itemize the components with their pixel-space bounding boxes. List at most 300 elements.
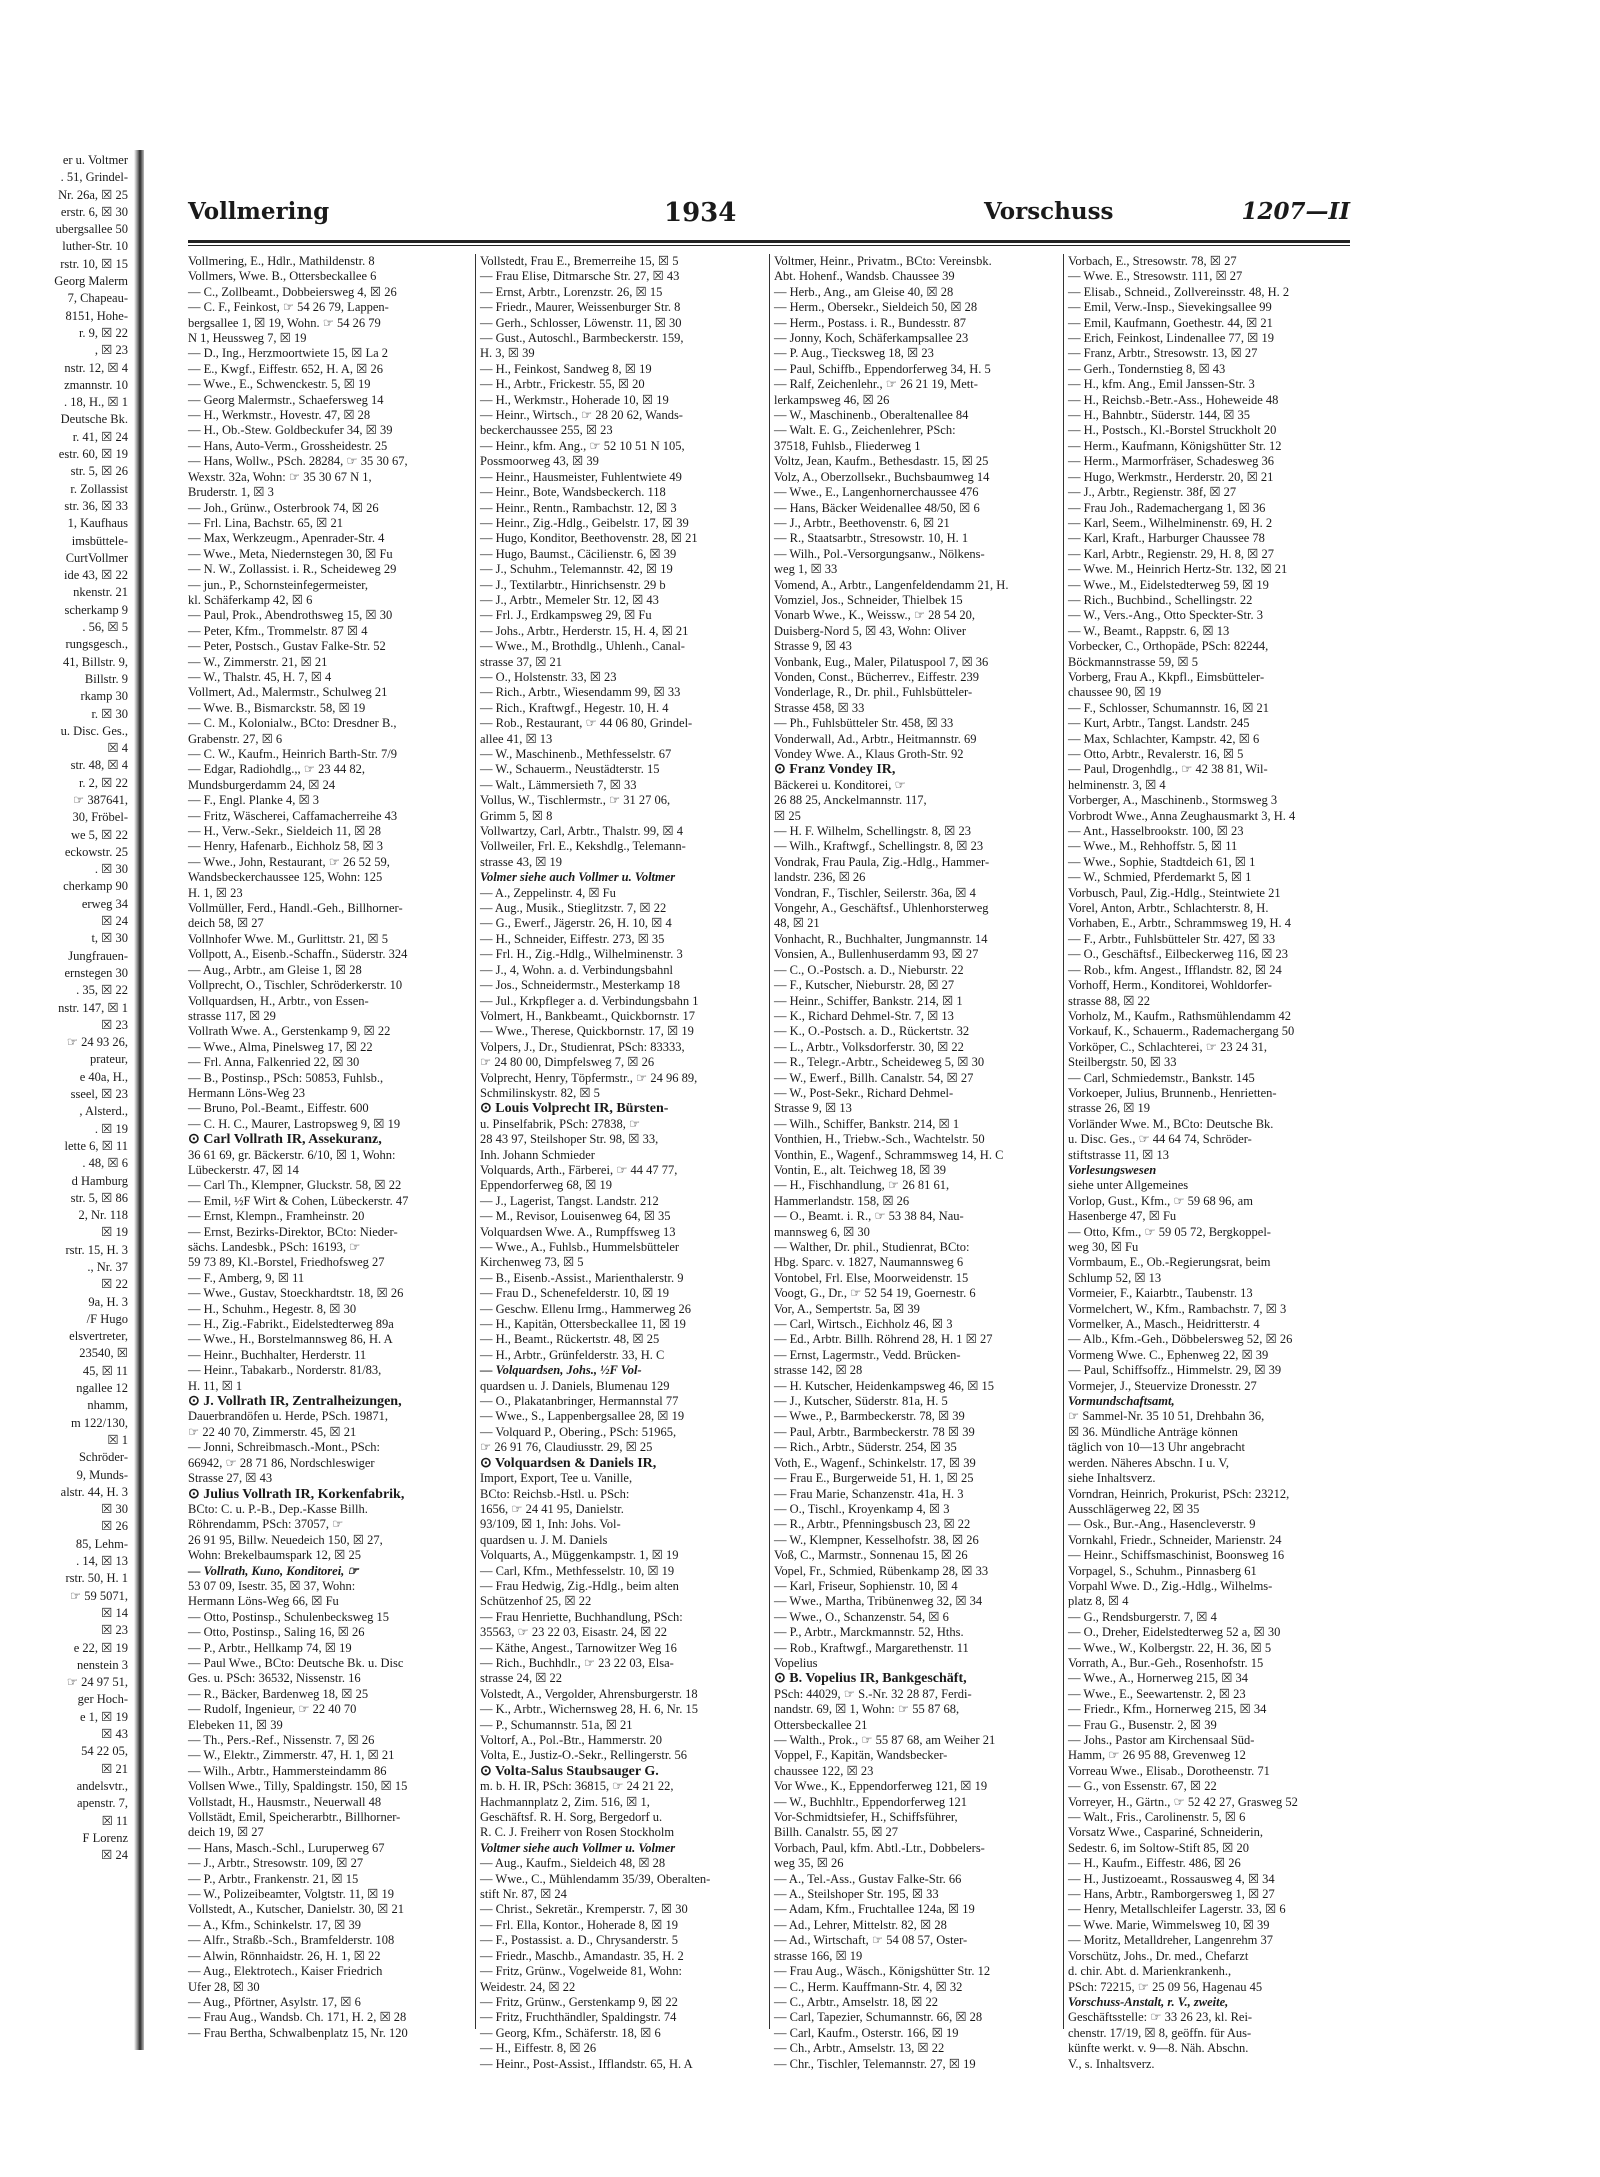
fragment-line: Schröder- bbox=[78, 1450, 128, 1465]
directory-column-3 bbox=[774, 254, 1056, 2071]
directory-entry: Schützenhof 25, ☒ 22 bbox=[480, 1594, 592, 1609]
previous-page-fragment bbox=[0, 152, 134, 2002]
directory-entry: Vorländer Wwe. M., BCto: Deutsche Bk. bbox=[1068, 1116, 1274, 1131]
directory-entry: — Wwe., A., Fuhlsb., Hummelsbütteler bbox=[480, 1240, 680, 1254]
directory-entry: m. b. H. IR, PSch: 36815, ☞ 24 21 22, bbox=[480, 1779, 674, 1794]
fragment-line: r. 41, ☒ 24 bbox=[72, 429, 128, 444]
fragment-line: ☒ 23 bbox=[101, 1017, 128, 1032]
directory-entry: Vorkoeper, Julius, Brunnenb., Henrietten- bbox=[1068, 1085, 1277, 1100]
fragment-line: cherkamp 90 bbox=[63, 879, 128, 894]
directory-entry: — Johs., Pastor am Kirchensaal Süd- bbox=[1068, 1733, 1255, 1747]
directory-entry: Vorberg, Frau A., Kkpfl., Eimsbütteler- bbox=[1068, 669, 1265, 684]
directory-entry: — K., Richard Dehmel-Str. 7, ☒ 13 bbox=[774, 1008, 954, 1023]
fragment-line: e 1, ☒ 19 bbox=[79, 1709, 128, 1724]
directory-entry: stift Nr. 87, ☒ 24 bbox=[480, 1887, 567, 1902]
directory-entry: Vorhaben, E., Arbtr., Schrammsweg 19, H. 4 bbox=[1068, 916, 1292, 931]
directory-entry: — Paul, Schiffb., Eppendorferweg 34, H. 5 bbox=[774, 361, 991, 376]
directory-entry: — Friedr., Maschb., Amandastr. 35, H. 2 bbox=[480, 1948, 684, 1963]
header-rule-thin bbox=[188, 245, 1350, 246]
directory-entry: Vor Wwe., K., Eppendorferweg 121, ☒ 19 bbox=[774, 1779, 988, 1794]
directory-entry: — Wwe., John, Restaurant, ☞ 26 52 59, bbox=[188, 854, 390, 869]
directory-entry: Vonderwall, Ad., Arbtr., Heitmannstr. 69 bbox=[774, 731, 977, 746]
fragment-line: andelsvtr., bbox=[76, 1778, 128, 1793]
directory-entry: Sedestr. 6, im Soltow-Stift 85, ☒ 20 bbox=[1068, 1840, 1250, 1855]
directory-entry: chenstr. 17/19, ☒ 8, geöffn. für Aus- bbox=[1068, 2025, 1252, 2040]
directory-entry: — Th., Pers.-Ref., Nissenstr. 7, ☒ 26 bbox=[188, 1733, 375, 1747]
directory-entry: — Frau Elise, Ditmarsche Str. 27, ☒ 43 bbox=[480, 269, 680, 284]
directory-entry: — Carl, Kfm., Methfesselstr. 10, ☒ 19 bbox=[480, 1563, 675, 1578]
directory-entry: — H., Arbtr., Grünfelderstr. 33, H. C bbox=[480, 1347, 665, 1362]
directory-entry: — Kurt, Arbtr., Tangst. Landstr. 245 bbox=[1068, 716, 1250, 731]
directory-entry: Vondey Wwe. A., Klaus Groth-Str. 92 bbox=[774, 747, 964, 761]
directory-entry: ⊙ Volta-Salus Staubsauger G. bbox=[480, 1763, 659, 1779]
directory-entry: — Wwe., M., Eidelstedterweg 59, ☒ 19 bbox=[1068, 577, 1269, 592]
directory-column-4 bbox=[1068, 254, 1350, 2071]
directory-entry: — Rob., Kraftwgf., Margarethenstr. 11 bbox=[774, 1640, 969, 1655]
directory-entry: — Franz, Arbtr., Stresowstr. 13, ☒ 27 bbox=[1068, 346, 1258, 361]
directory-entry: — Max, Werkzeugm., Apenrader-Str. 4 bbox=[188, 531, 385, 546]
directory-entry: Hachmannplatz 2, Zim. 516, ☒ 1, bbox=[480, 1794, 650, 1809]
fragment-line: ☒ 1 bbox=[107, 1432, 128, 1447]
fragment-line: rstr. 50, H. 1 bbox=[65, 1571, 128, 1586]
directory-entry: — H. Kutscher, Heidenkampsweg 46, ☒ 15 bbox=[774, 1378, 995, 1393]
directory-entry: Import, Export, Tee u. Vanille, bbox=[480, 1471, 633, 1486]
directory-entry: Vorndran, Heinrich, Prokurist, PSch: 23212, bbox=[1068, 1486, 1290, 1501]
directory-entry: Ufer 28, ☒ 30 bbox=[188, 1979, 260, 1994]
directory-entry: — Alwin, Rönnhaidstr. 26, H. 1, ☒ 22 bbox=[188, 1948, 381, 1963]
directory-entry: — Hans, Arbtr., Ramborgersweg 1, ☒ 27 bbox=[1068, 1887, 1275, 1902]
directory-entry: Vollmers, Wwe. B., Ottersbeckallee 6 bbox=[188, 269, 377, 284]
directory-entry: — J., Arbtr., Regienstr. 38f, ☒ 27 bbox=[1068, 485, 1237, 500]
directory-entry: — M., Revisor, Louisenweg 64, ☒ 35 bbox=[480, 1209, 671, 1224]
directory-entry: — Heinr., Hausmeister, Fuhlentwiete 49 bbox=[480, 469, 682, 484]
fragment-line: ☒ 24 bbox=[101, 914, 128, 929]
directory-entry: — H., Kapitän, Ottersbeckallee 11, ☒ 19 bbox=[480, 1317, 686, 1332]
directory-entry: — O., Plakatanbringer, Hermannstal 77 bbox=[480, 1394, 679, 1409]
directory-entry: — Wilh., Schiffer, Bankstr. 214, ☒ 1 bbox=[774, 1116, 960, 1131]
directory-entry: — K., O.-Postsch. a. D., Rückertstr. 32 bbox=[774, 1024, 970, 1039]
directory-entry: — W., Schauerm., Neustädterstr. 15 bbox=[480, 762, 660, 777]
directory-entry: — W., Polizeibeamter, Volgtstr. 11, ☒ 19 bbox=[188, 1887, 394, 1902]
directory-entry: ☞ 22 40 70, Zimmerstr. 45, ☒ 21 bbox=[188, 1424, 357, 1439]
directory-entry: — R., Staatsarbtr., Stresowstr. 10, H. 1 bbox=[774, 531, 969, 546]
directory-entry: platz 8, ☒ 4 bbox=[1068, 1594, 1129, 1609]
directory-entry: Volstedt, A., Vergolder, Ahrensburgerstr. 18 bbox=[480, 1686, 698, 1701]
directory-entry: — O., Geschäftsf., Eilbeckerweg 116, ☒ 23 bbox=[1068, 947, 1289, 962]
fragment-line: eckowstr. 25 bbox=[64, 844, 128, 859]
directory-entry: — P., Arbtr., Marckmannstr. 52, Hths. bbox=[774, 1625, 964, 1640]
fragment-line: 30, Fröbel- bbox=[72, 810, 128, 825]
directory-entry: Vollwartzy, Carl, Arbtr., Thalstr. 99, ☒ 4 bbox=[480, 824, 683, 839]
directory-entry: — G., Ewerf., Jägerstr. 26, H. 10, ☒ 4 bbox=[480, 916, 672, 931]
fragment-line: ☞ 24 93 26, bbox=[66, 1035, 128, 1050]
directory-entry: 26 91 95, Billw. Neuedeich 150, ☒ 27, bbox=[188, 1532, 383, 1547]
fragment-line: 2, Nr. 118 bbox=[78, 1208, 128, 1223]
directory-entry: Hamm, ☞ 26 95 88, Grevenweg 12 bbox=[1068, 1748, 1246, 1763]
fragment-line: elsvertreter, bbox=[69, 1329, 128, 1344]
directory-entry: — Karl, Kraft., Harburger Chaussee 78 bbox=[1068, 531, 1265, 546]
directory-entry: 53 07 09, Isestr. 35, ☒ 37, Wohn: bbox=[188, 1578, 356, 1593]
directory-entry: — Rob., Restaurant, ☞ 44 06 80, Grindel- bbox=[480, 716, 693, 731]
directory-entry: 66942, ☞ 28 71 86, Nordschleswiger bbox=[188, 1455, 375, 1470]
fragment-line: str. 48, ☒ 4 bbox=[70, 758, 128, 773]
fragment-line: r. 2, ☒ 22 bbox=[78, 775, 128, 790]
directory-entry: — Hans, Auto-Verm., Grossheidestr. 25 bbox=[188, 438, 388, 453]
directory-entry: Geschäftsstelle: ☞ 33 26 23, kl. Rei- bbox=[1068, 2010, 1253, 2025]
directory-entry: ⊙ Julius Vollrath IR, Korkenfabrik, bbox=[188, 1486, 405, 1502]
directory-entry: Vorbach, Paul, kfm. Abtl.-Ltr., Dobbelers- bbox=[774, 1840, 985, 1855]
directory-entry: — Wwe., M., Brothdlg., Uhlenh., Canal- bbox=[480, 639, 685, 654]
directory-entry: — Rich., Kraftwgf., Hegestr. 10, H. 4 bbox=[480, 700, 669, 715]
directory-entry: — Wwe., E., Schwenckestr. 5, ☒ 19 bbox=[188, 377, 371, 392]
fragment-line: d Hamburg bbox=[71, 1173, 128, 1188]
fragment-line: t, ☒ 30 bbox=[91, 931, 128, 946]
directory-entry: — F., Arbtr., Fuhlsbütteler Str. 427, ☒ 33 bbox=[1068, 931, 1276, 946]
directory-entry: — J., Textilarbtr., Hinrichsenstr. 29 b bbox=[480, 577, 666, 592]
directory-entry: — Rich., Arbtr., Süderstr. 254, ☒ 35 bbox=[774, 1440, 957, 1455]
directory-entry: — Frau Aug., Wäsch., Königshütter Str. 12 bbox=[774, 1964, 991, 1979]
directory-entry: — A., Zeppelinstr. 4, ☒ Fu bbox=[480, 885, 616, 900]
directory-entry: — Frl. H., Zig.-Hdlg., Wilhelminenstr. 3 bbox=[480, 947, 683, 962]
directory-entry: — Wilh., Kraftwgf., Schellingstr. 8, ☒ 23 bbox=[774, 839, 984, 854]
directory-entry: — Alfr., Straßb.-Sch., Bramfelderstr. 108 bbox=[188, 1933, 395, 1948]
directory-entry: — Jonni, Schreibmasch.-Mont., PSch: bbox=[188, 1440, 381, 1455]
directory-entry: — Geschw. Ellenu Irmg., Hammerweg 26 bbox=[480, 1301, 691, 1316]
directory-entry: — K., Arbtr., Wichernsweg 28, H. 6, Nr. 15 bbox=[480, 1702, 698, 1717]
fragment-line: 8151, Hohe- bbox=[65, 308, 128, 323]
directory-entry: — E., Kwgf., Eiffestr. 652, H. A, ☒ 26 bbox=[188, 361, 383, 376]
directory-entry: — W., Vers.-Ang., Otto Speckter-Str. 3 bbox=[1068, 608, 1263, 623]
directory-entry: Schmilinskystr. 82, ☒ 5 bbox=[480, 1085, 600, 1100]
directory-entry: — C. W., Kaufm., Heinrich Barth-Str. 7/9 bbox=[188, 747, 398, 761]
directory-entry: Voogt, G., Dr., ☞ 52 54 19, Goernestr. 6 bbox=[774, 1286, 976, 1301]
directory-entry: — D., Ing., Herzmoortwiete 15, ☒ La 2 bbox=[188, 346, 389, 361]
fragment-line: erstr. 6, ☒ 30 bbox=[60, 204, 128, 219]
directory-entry: — Carl, Wirtsch., Eichholz 46, ☒ 3 bbox=[774, 1317, 953, 1332]
directory-entry: 1656, ☞ 24 41 95, Danielstr. bbox=[480, 1501, 624, 1516]
directory-entry: — C., O.-Postsch. a. D., Nieburstr. 22 bbox=[774, 962, 964, 977]
directory-entry: — R., Arbtr., Pfenningsbusch 23, ☒ 22 bbox=[774, 1517, 971, 1532]
directory-entry: Volquarts, A., Müggenkampstr. 1, ☒ 19 bbox=[480, 1548, 679, 1563]
directory-entry: Vormejer, J., Steuervize Dronesstr. 27 bbox=[1068, 1378, 1257, 1393]
directory-entry: — C., Arbtr., Amselstr. 18, ☒ 22 bbox=[774, 1994, 938, 2009]
fragment-line: . 56, ☒ 5 bbox=[82, 620, 128, 635]
directory-entry: 26 88 25, Anckelmannstr. 117, bbox=[774, 793, 927, 808]
directory-entry: — Frl. J., Erdkampsweg 29, ☒ Fu bbox=[480, 608, 652, 623]
fragment-line: , ☒ 23 bbox=[94, 343, 128, 358]
directory-entry: — Rich., Arbtr., Wiesendamm 99, ☒ 33 bbox=[480, 685, 681, 700]
fragment-line: u. Disc. Ges., bbox=[60, 723, 128, 738]
directory-entry: Vollweiler, Frl. E., Kekshdlg., Telemann- bbox=[480, 839, 686, 854]
directory-entry: — Emil, Kaufmann, Goethestr. 44, ☒ 21 bbox=[1068, 315, 1273, 330]
fragment-line: . 51, Grindel- bbox=[60, 170, 128, 185]
directory-entry: Hermann Löns-Weg 66, ☒ Fu bbox=[188, 1594, 339, 1609]
directory-entry: Vorbecker, C., Orthopäde, PSch: 82244, bbox=[1068, 639, 1269, 654]
directory-entry: — W., Klempner, Kesselhofstr. 38, ☒ 26 bbox=[774, 1532, 979, 1547]
directory-entry: Geschäftsf. R. H. Sorg, Bergedorf u. bbox=[480, 1810, 663, 1825]
fragment-line: ide 43, ☒ 22 bbox=[64, 568, 128, 583]
fragment-line: Nr. 26a, ☒ 25 bbox=[58, 187, 128, 202]
directory-entry: — Heinr., Zig.-Hdlg., Geibelstr. 17, ☒ 39 bbox=[480, 515, 689, 530]
directory-entry: — H., Verw.-Sekr., Sieldeich 11, ☒ 28 bbox=[188, 824, 382, 839]
fragment-line: rungsgesch., bbox=[65, 637, 128, 652]
directory-entry: ⊙ B. Vopelius IR, Bankgeschäft, bbox=[774, 1671, 967, 1687]
directory-entry: — H., Arbtr., Frickestr. 55, ☒ 20 bbox=[480, 377, 645, 392]
directory-entry: — Emil, ½F Wirt & Cohen, Lübeckerstr. 47 bbox=[188, 1193, 409, 1208]
fragment-line: 9a, H. 3 bbox=[88, 1294, 128, 1309]
directory-entry: Strasse 9, ☒ 13 bbox=[774, 1101, 852, 1116]
directory-entry: — C. F., Feinkost, ☞ 54 26 79, Lappen- bbox=[188, 300, 389, 315]
directory-entry: PSch: 72215, ☞ 25 09 56, Hagenau 45 bbox=[1068, 1979, 1263, 1994]
directory-entry: — H., Zig.-Fabrikt., Eidelstedterweg 89a bbox=[188, 1317, 394, 1332]
fragment-line: Billstr. 9 bbox=[84, 671, 128, 686]
directory-entry: — H., Werkmstr., Hoherade 10, ☒ 19 bbox=[480, 392, 669, 407]
directory-entry: — Erich, Feinkost, Lindenallee 77, ☒ 19 bbox=[1068, 331, 1274, 346]
directory-entry: Ges. u. PSch: 36532, Nissenstr. 16 bbox=[188, 1671, 361, 1686]
directory-entry: Volz, A., Oberzollsekr., Buchsbaumweg 14 bbox=[774, 469, 990, 484]
fragment-line: lette 6, ☒ 11 bbox=[64, 1138, 128, 1153]
directory-entry: Vollstädt, Emil, Speicherarbtr., Billhorner- bbox=[188, 1810, 401, 1825]
fragment-line: ☒ 22 bbox=[101, 1277, 128, 1292]
directory-entry: Vondran, F., Tischler, Seilerstr. 36a, ☒ 4 bbox=[774, 885, 976, 900]
directory-entry: — F., Engl. Planke 4, ☒ 3 bbox=[188, 793, 320, 808]
directory-entry: — Hugo, Baumst., Cäcilienstr. 6, ☒ 39 bbox=[480, 546, 677, 561]
fragment-line: 41, Billstr. 9, bbox=[63, 654, 128, 669]
header-page-number: 1207—II bbox=[1241, 198, 1350, 225]
directory-entry: — Herm., Marmorfräser, Schadesweg 36 bbox=[1068, 454, 1275, 469]
directory-entry: — J., 4, Wohn. a. d. Verbindungsbahnl bbox=[480, 962, 673, 977]
directory-entry: — H., Schneider, Eiffestr. 273, ☒ 35 bbox=[480, 931, 665, 946]
directory-entry: chaussee 122, ☒ 23 bbox=[774, 1763, 874, 1778]
directory-entry: strasse 43, ☒ 19 bbox=[480, 854, 563, 869]
directory-entry: Wexstr. 32a, Wohn: ☞ 35 30 67 N 1, bbox=[188, 469, 372, 484]
directory-entry: Vorbrodt Wwe., Anna Zeughausmarkt 3, H. 4 bbox=[1068, 808, 1296, 823]
directory-entry: Vorlesungswesen bbox=[1068, 1162, 1157, 1177]
directory-entry: BCto: C. u. P.-B., Dep.-Kasse Billh. bbox=[188, 1501, 368, 1516]
directory-entry: — Wwe. E., Stresowstr. 111, ☒ 27 bbox=[1068, 269, 1243, 284]
directory-entry: Strasse 27, ☒ 43 bbox=[188, 1471, 273, 1486]
fragment-line: imsbüttele- bbox=[71, 533, 128, 548]
directory-entry: Vollsen Wwe., Tilly, Spaldingstr. 150, ☒ 15 bbox=[188, 1779, 408, 1794]
directory-entry: Hammerlandstr. 158, ☒ 26 bbox=[774, 1193, 910, 1208]
directory-entry: — Paul, Prok., Abendrothsweg 15, ☒ 30 bbox=[188, 608, 393, 623]
directory-entry: Röhrendamm, PSch: 37057, ☞ bbox=[188, 1517, 344, 1532]
directory-entry: — Karl, Arbtr., Regienstr. 29, H. 8, ☒ 27 bbox=[1068, 546, 1274, 561]
directory-entry: ☞ 26 91 76, Claudiusstr. 29, ☒ 25 bbox=[480, 1440, 653, 1455]
directory-entry: — F., Kutscher, Nieburstr. 28, ☒ 27 bbox=[774, 978, 955, 993]
directory-entry: Vonden, Const., Bücherrev., Eiffestr. 239 bbox=[774, 669, 979, 684]
directory-entry: — F., Schlosser, Schumannstr. 16, ☒ 21 bbox=[1068, 700, 1270, 715]
directory-entry: Vollstedt, A., Kutscher, Danielstr. 30, ☒ 21 bbox=[188, 1902, 405, 1917]
directory-entry: Vor-Schmidtsiefer, H., Schiffsführer, bbox=[774, 1810, 958, 1825]
directory-entry: R. C. J. Freiherr von Rosen Stockholm bbox=[480, 1825, 675, 1840]
directory-entry: — Paul Wwe., BCto: Deutsche Bk. u. Disc bbox=[188, 1655, 404, 1670]
directory-entry: — Ed., Arbtr. Billh. Röhrend 28, H. 1 ☒ 27 bbox=[774, 1332, 993, 1347]
fragment-line: . ☒ 30 bbox=[94, 862, 128, 877]
directory-entry: Vollstedt, Frau E., Bremerreihe 15, ☒ 5 bbox=[480, 254, 679, 268]
directory-entry: — Ralf, Zeichenlehr., ☞ 26 21 19, Mett- bbox=[774, 377, 978, 392]
directory-entry: — Frau Bertha, Schwalbenplatz 15, Nr. 120 bbox=[188, 2025, 408, 2040]
directory-entry: werden. Näheres Abschn. I u. V, bbox=[1068, 1455, 1229, 1470]
directory-entry: — Carl, Kaufm., Osterstr. 166, ☒ 19 bbox=[774, 2025, 959, 2040]
directory-entry: — Jul., Krkpfleger a. d. Verbindungsbahn 1 bbox=[480, 993, 699, 1008]
fragment-line: . 14, ☒ 13 bbox=[76, 1554, 128, 1569]
directory-entry: — Emil, Verw.-Insp., Sievekingsallee 99 bbox=[1068, 300, 1272, 315]
directory-entry: strasse 166, ☒ 19 bbox=[774, 1948, 863, 1963]
directory-entry: — Frau Aug., Wandsb. Ch. 171, H. 2, ☒ 28 bbox=[188, 2010, 407, 2025]
directory-entry: Grimm 5, ☒ 8 bbox=[480, 808, 553, 823]
fragment-line: nenstein 3 bbox=[76, 1657, 128, 1672]
directory-entry: Ausschlägerweg 22, ☒ 35 bbox=[1068, 1501, 1200, 1516]
directory-entry: Vollrath Wwe. A., Gerstenkamp 9, ☒ 22 bbox=[188, 1024, 391, 1039]
directory-entry: — H., Justizoeamt., Rossausweg 4, ☒ 34 bbox=[1068, 1871, 1275, 1886]
directory-entry: — Heinr., Buchhalter, Herderstr. 11 bbox=[188, 1347, 367, 1362]
directory-entry: Eppendorferweg 68, ☒ 19 bbox=[480, 1178, 613, 1193]
book-spine-fold bbox=[134, 150, 144, 2050]
directory-entry: Kirchenweg 73, ☒ 5 bbox=[480, 1255, 584, 1270]
directory-entry: — Wwe., A., Hornerweg 215, ☒ 34 bbox=[1068, 1671, 1249, 1686]
directory-entry: — H., Werkmstr., Hovestr. 47, ☒ 28 bbox=[188, 408, 371, 423]
directory-entry: — Carl Th., Klempner, Gluckstr. 58, ☒ 22 bbox=[188, 1178, 402, 1193]
directory-entry: — H., Beamt., Rückertstr. 48, ☒ 25 bbox=[480, 1332, 660, 1347]
directory-entry: — Ernst, Lagermstr., Vedd. Brücken- bbox=[774, 1347, 961, 1362]
directory-entry: sächs. Landesbk., PSch: 16193, ☞ bbox=[188, 1240, 361, 1254]
fragment-line: e 22, ☒ 19 bbox=[73, 1640, 128, 1655]
directory-entry: quardsen u. J. M. Daniels bbox=[480, 1532, 608, 1547]
directory-entry: — H., Eiffestr. 8, ☒ 26 bbox=[480, 2041, 597, 2056]
directory-entry: — F., Postassist. a. D., Chrysanderstr. 5 bbox=[480, 1933, 678, 1948]
directory-entry: — Wwe. B., Bismarckstr. 58, ☒ 19 bbox=[188, 700, 366, 715]
directory-entry: Vollus, W., Tischlermstr., ☞ 31 27 06, bbox=[480, 793, 671, 808]
directory-entry: — Frau D., Schenefelderstr. 10, ☒ 19 bbox=[480, 1286, 669, 1301]
directory-entry: — Adam, Kfm., Fruchtallee 124a, ☒ 19 bbox=[774, 1902, 975, 1917]
directory-entry: Possmoorweg 43, ☒ 39 bbox=[480, 454, 599, 469]
directory-entry: — Ad., Wirtschaft, ☞ 54 08 57, Oster- bbox=[774, 1933, 968, 1948]
fragment-line: rstr. 10, ☒ 15 bbox=[60, 256, 128, 271]
directory-entry: ⊙ Volquardsen & Daniels IR, bbox=[480, 1455, 657, 1471]
directory-entry: — Gust., Autoschl., Barmbeckerstr. 159, bbox=[480, 331, 684, 346]
directory-entry: — Bruno, Pol.-Beamt., Eiffestr. 600 bbox=[188, 1101, 369, 1116]
directory-entry: — Ant., Hasselbrookstr. 100, ☒ 23 bbox=[1068, 824, 1244, 839]
directory-entry: Elebeken 11, ☒ 39 bbox=[188, 1717, 283, 1732]
directory-entry: — Walt., Fris., Carolinenstr. 5, ☒ 6 bbox=[1068, 1810, 1246, 1825]
directory-entry: — Gerh., Tondernstieg 8, ☒ 43 bbox=[1068, 361, 1226, 376]
directory-entry: Mundsburgerdamm 24, ☒ 24 bbox=[188, 777, 336, 792]
directory-entry: Vollquardsen, H., Arbtr., von Essen- bbox=[188, 993, 369, 1008]
fragment-line: F Lorenz bbox=[82, 1830, 128, 1845]
fragment-line: 85, Lehm- bbox=[75, 1536, 128, 1551]
directory-entry: — Volquardsen, Johs., ½F Vol- bbox=[480, 1363, 642, 1378]
directory-entry: — Frau Joh., Rademachergang 1, ☒ 36 bbox=[1068, 500, 1266, 515]
fragment-line: scherkamp 9 bbox=[64, 602, 128, 617]
directory-entry: Vormundschaftsamt, bbox=[1068, 1394, 1175, 1409]
directory-column-1 bbox=[188, 254, 470, 2040]
fragment-line: 9, Munds- bbox=[76, 1467, 128, 1482]
directory-entry: — Wwe., Gustav, Stoeckhardtstr. 18, ☒ 26 bbox=[188, 1286, 404, 1301]
directory-entry: 59 73 89, Kl.-Borstel, Friedhofsweg 27 bbox=[188, 1255, 385, 1270]
directory-entry: — Paul, Schiffsoffz., Himmelstr. 29, ☒ 39 bbox=[1068, 1363, 1282, 1378]
fragment-line: ☒ 4 bbox=[107, 741, 128, 756]
directory-entry: — C., Herm. Kauffmann-Str. 4, ☒ 32 bbox=[774, 1979, 963, 1994]
directory-entry: Voß, C., Marmstr., Sonnenau 15, ☒ 26 bbox=[774, 1548, 968, 1563]
directory-entry: — C. H. C., Maurer, Lastropsweg 9, ☒ 19 bbox=[188, 1116, 401, 1131]
fragment-line: . 35, ☒ 22 bbox=[76, 983, 128, 998]
directory-entry: u. Disc. Ges., ☞ 44 64 74, Schröder- bbox=[1068, 1132, 1252, 1147]
directory-entry: Vollmering, E., Hdlr., Mathildenstr. 8 bbox=[188, 254, 375, 268]
directory-entry: Vollprecht, O., Tischler, Schröderkerstr. 10 bbox=[188, 978, 403, 993]
directory-entry: — W., Maschinenb., Oberaltenallee 84 bbox=[774, 408, 969, 423]
directory-entry: strasse 88, ☒ 22 bbox=[1068, 993, 1151, 1008]
directory-entry: — Aug., Musik., Stieglitzstr. 7, ☒ 22 bbox=[480, 901, 667, 916]
directory-entry: — O., Beamt. i. R., ☞ 53 38 84, Nau- bbox=[774, 1209, 964, 1224]
directory-entry: — jun., P., Schornsteinfegermeister, bbox=[188, 577, 369, 592]
directory-entry: — Joh., Grünw., Osterbrook 74, ☒ 26 bbox=[188, 500, 379, 515]
directory-entry: — W., Maschinenb., Methfesselstr. 67 bbox=[480, 747, 672, 761]
directory-entry: — H., Postsch., Kl.-Borstel Struckholt 20 bbox=[1068, 423, 1277, 438]
directory-entry: — Wwe., Sophie, Stadtdeich 61, ☒ 1 bbox=[1068, 854, 1256, 869]
directory-entry: — Wilh., Arbtr., Hammersteindamm 86 bbox=[188, 1763, 387, 1778]
directory-entry: — A., Tel.-Ass., Gustav Falke-Str. 66 bbox=[774, 1871, 962, 1886]
directory-entry: kl. Schäferkamp 42, ☒ 6 bbox=[188, 592, 313, 607]
column-divider bbox=[475, 254, 476, 2029]
directory-entry: — Heinr., Wirtsch., ☞ 28 20 62, Wands- bbox=[480, 408, 683, 423]
directory-entry: ☞ Sammel-Nr. 35 10 51, Drehbahn 36, bbox=[1068, 1409, 1265, 1424]
directory-entry: — J., Arbtr., Memeler Str. 12, ☒ 43 bbox=[480, 592, 659, 607]
directory-entry: strasse 117, ☒ 29 bbox=[188, 1008, 276, 1023]
fragment-line: nhamm, bbox=[87, 1398, 128, 1413]
directory-entry: — Wwe., Meta, Niedernstegen 30, ☒ Fu bbox=[188, 546, 393, 561]
directory-entry: BCto: Reichsb.-Hstl. u. PSch: bbox=[480, 1486, 630, 1501]
directory-entry: N 1, Heussweg 7, ☒ 19 bbox=[188, 331, 307, 346]
directory-entry: — W., Post-Sekr., Richard Dehmel- bbox=[774, 1085, 954, 1100]
fragment-line: 54 22 05, bbox=[81, 1744, 128, 1759]
fragment-line: m 122/130, bbox=[71, 1415, 128, 1430]
directory-entry: — H., kfm. Ang., Emil Janssen-Str. 3 bbox=[1068, 377, 1255, 392]
directory-entry: beckerchaussee 255, ☒ 23 bbox=[480, 423, 613, 438]
directory-entry: — Herm., Kaufmann, Königshütter Str. 12 bbox=[1068, 438, 1282, 453]
directory-entry: — Fritz, Grünw., Gerstenkamp 9, ☒ 22 bbox=[480, 1994, 678, 2009]
directory-entry: — Frau E., Burgerweide 51, H. 1, ☒ 25 bbox=[774, 1471, 974, 1486]
header-year: 1934 bbox=[664, 198, 737, 228]
directory-entry: — P., Arbtr., Frankenstr. 21, ☒ 15 bbox=[188, 1871, 359, 1886]
fragment-line: nkenstr. 21 bbox=[73, 585, 128, 600]
fragment-line: ☒ 14 bbox=[101, 1605, 128, 1620]
directory-entry: 37518, Fuhlsb., Fliederweg 1 bbox=[774, 438, 921, 453]
directory-entry: — Wwe., M., Rehhoffstr. 5, ☒ 11 bbox=[1068, 839, 1238, 854]
directory-entry: täglich von 10—13 Uhr angebracht bbox=[1068, 1440, 1246, 1455]
directory-entry: — Ch., Arbtr., Amselstr. 13, ☒ 22 bbox=[774, 2041, 945, 2056]
directory-entry: Vorreyer, H., Gärtn., ☞ 52 42 27, Grasweg 52 bbox=[1068, 1794, 1298, 1809]
directory-entry: Böckmannstrasse 59, ☒ 5 bbox=[1068, 654, 1198, 669]
fragment-line: ☒ 23 bbox=[101, 1623, 128, 1638]
directory-entry: Bruderstr. 1, ☒ 3 bbox=[188, 485, 274, 500]
directory-entry: — Herm., Obersekr., Sieldeich 50, ☒ 28 bbox=[774, 300, 978, 315]
directory-entry: Voltmer siehe auch Vollmer u. Volmer bbox=[480, 1840, 676, 1855]
directory-entry: Vopel, Fr., Schmied, Rübenkamp 28, ☒ 33 bbox=[774, 1563, 989, 1578]
directory-entry: strasse 142, ☒ 28 bbox=[774, 1363, 863, 1378]
directory-entry: — Rich., Buchbind., Schellingstr. 22 bbox=[1068, 592, 1253, 607]
directory-entry: — Christ., Sekretär., Kremperstr. 7, ☒ 30 bbox=[480, 1902, 688, 1917]
directory-entry: siehe Inhaltsverz. bbox=[1068, 1471, 1156, 1486]
directory-entry: — Otto, Postinsp., Schulenbecksweg 15 bbox=[188, 1609, 390, 1624]
directory-entry: deich 19, ☒ 27 bbox=[188, 1825, 264, 1840]
directory-entry: Volmer siehe auch Vollmer u. Voltmer bbox=[480, 870, 676, 885]
directory-entry: — Heinr., Schiffsmaschinist, Boonsweg 16 bbox=[1068, 1548, 1285, 1563]
directory-entry: — A., Kfm., Schinkelstr. 17, ☒ 39 bbox=[188, 1917, 362, 1932]
directory-entry: — Wwe., H., Borstelmannsweg 86, H. A bbox=[188, 1332, 393, 1347]
directory-entry: — Heinr., Bote, Wandsbeckerch. 118 bbox=[480, 485, 666, 500]
directory-entry: 93/109, ☒ 1, Inh: Johs. Vol- bbox=[480, 1517, 621, 1532]
